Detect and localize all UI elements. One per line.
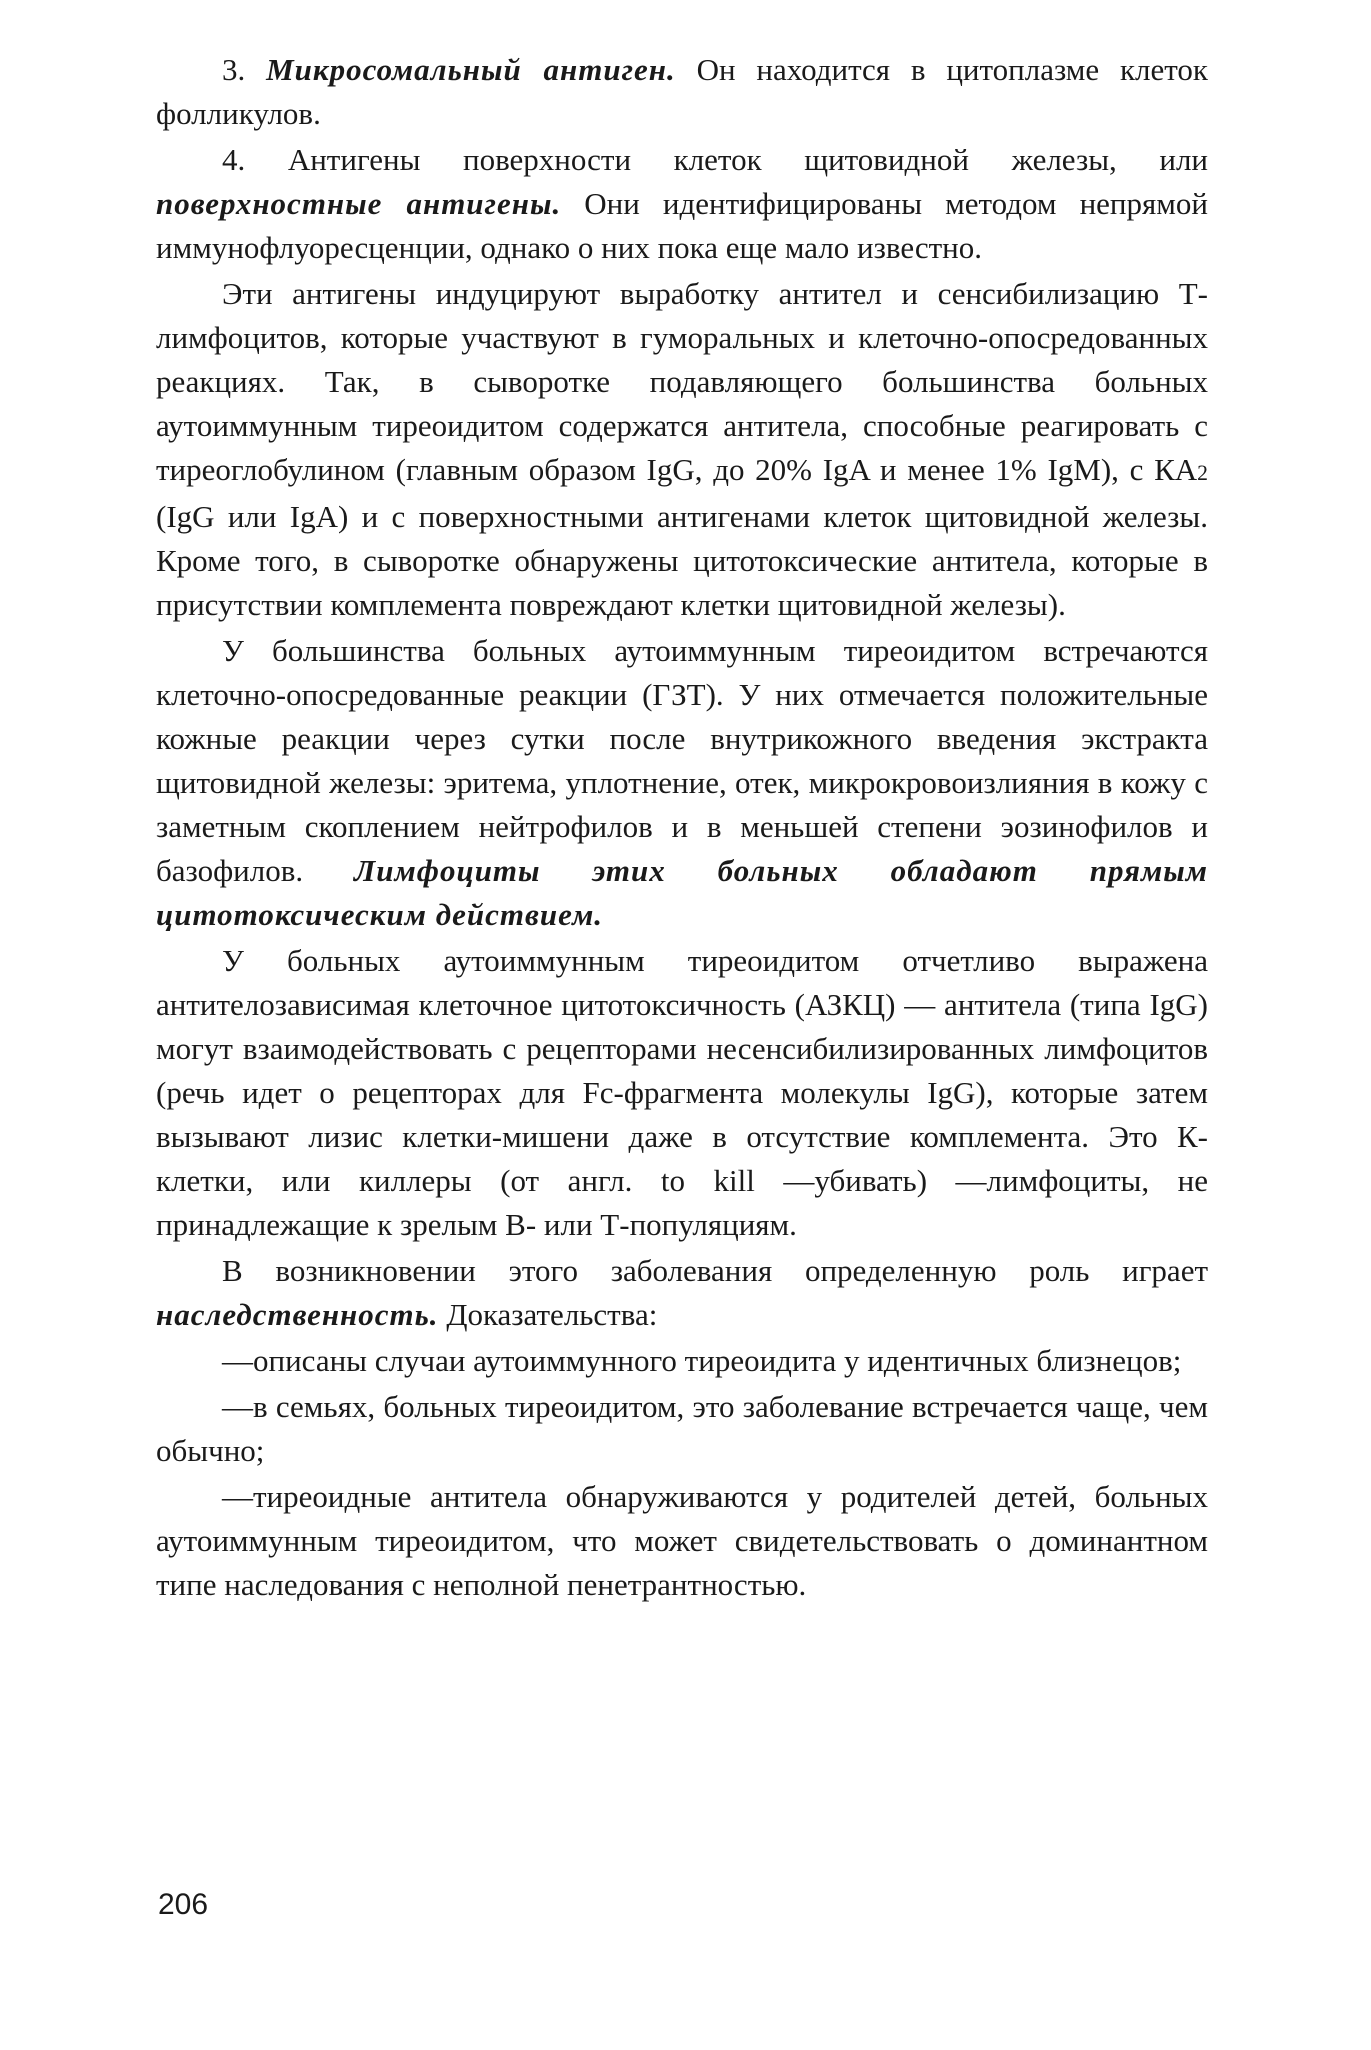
list-item: —в семьях, больных тиреоидитом, это заболевание встречается чаще, чем обычно; (156, 1389, 1208, 1468)
paragraph-antibodies (156, 272, 1208, 627)
page-number: 206 (158, 1888, 209, 1921)
paragraph-heredity (156, 1249, 1208, 1337)
paragraph-text: Он находится в цитоплазме клеток фолликулов. (156, 52, 1208, 131)
emphasis-term: Лимфоциты этих больных обладают прямым цитотоксическим действием. (156, 853, 1208, 932)
paragraph-text: В возникновении этого заболевания определенную роль играет (222, 1253, 1208, 1288)
list-item: —тиреоидные антитела обнаруживаются у родителей детей, больных аутоиммунным тиреоидитом, что может свидетельствовать о доминантном типе наследования с неполной пенетрантностью. (156, 1479, 1208, 1602)
emphasis-term: наследственность. (156, 1297, 439, 1332)
paragraph-microsomal-antigen (156, 48, 1208, 136)
paragraph-adcc: У больных аутоиммунным тиреоидитом отчетливо выражена антителозависимая клеточное цитотоксичность (АЗКЦ) — антитела (типа IgG) могут взаимодействовать с рецепторами несенсибилизированных лимфоцитов (речь идет о рецепторах для Fc-фрагмента молекулы IgG), которые затем вызывают лизис клетки-мишени даже в отсутствие комплемента. Это К-клетки, или киллеры (от англ. to kill —убивать) —лимфоциты, не принадлежащие к зрелым В- или Т-популяциям. (156, 943, 1208, 1242)
list-item: —описаны случаи аутоиммунного тиреоидита у идентичных близнецов; (222, 1343, 1182, 1378)
paragraph-text: Эти антигены индуцируют выработку антител и сенсибилизацию Т-лимфоцитов, которые участвуют в гуморальных и клеточно-опосредованных реакциях. Так, в сыворотке подавляющего большинства больных аутоиммунным тиреоидитом содержатся антитела, способные реагировать с тиреоглобулином (главным образом IgG, до 20% IgA и менее 1% IgM), с КА (156, 276, 1208, 487)
subscript: 2 (1197, 461, 1208, 485)
paragraph-text: Доказательства: (438, 1297, 658, 1332)
page-body (156, 48, 1208, 1607)
emphasis-term: Микросомальный антиген. (266, 52, 676, 87)
paragraph-text: У большинства больных аутоиммунным тиреоидитом встречаются клеточно-опосредованные реакции (ГЗТ). У них отмечается положительные кожные реакции через сутки после внутрикожного введения экстракта щитовидной железы: эритема, уплотнение, отек, микрокровоизлияния в кожу с заметным скоплением нейтрофилов и в меньшей степени эозинофилов и базофилов. (156, 633, 1208, 888)
paragraph-cell-mediated-reactions (156, 629, 1208, 937)
item-number: 3. (222, 52, 267, 87)
emphasis-term: поверхностные антигены. (156, 186, 562, 221)
paragraph-text: Они идентифицированы методом непрямой иммунофлуоресценции, однако о них пока еще мало известно. (156, 186, 1208, 265)
paragraph-text: (IgG или IgA) и с поверхностными антигенами клеток щитовидной железы. Кроме того, в сыворотке обнаружены цитотоксические антитела, которые в присутствии комплемента повреждают клетки щитовидной железы). (156, 499, 1208, 622)
paragraph-text: 4. Антигены поверхности клеток щитовидной железы, или (222, 142, 1208, 177)
paragraph-surface-antigens (156, 138, 1208, 270)
